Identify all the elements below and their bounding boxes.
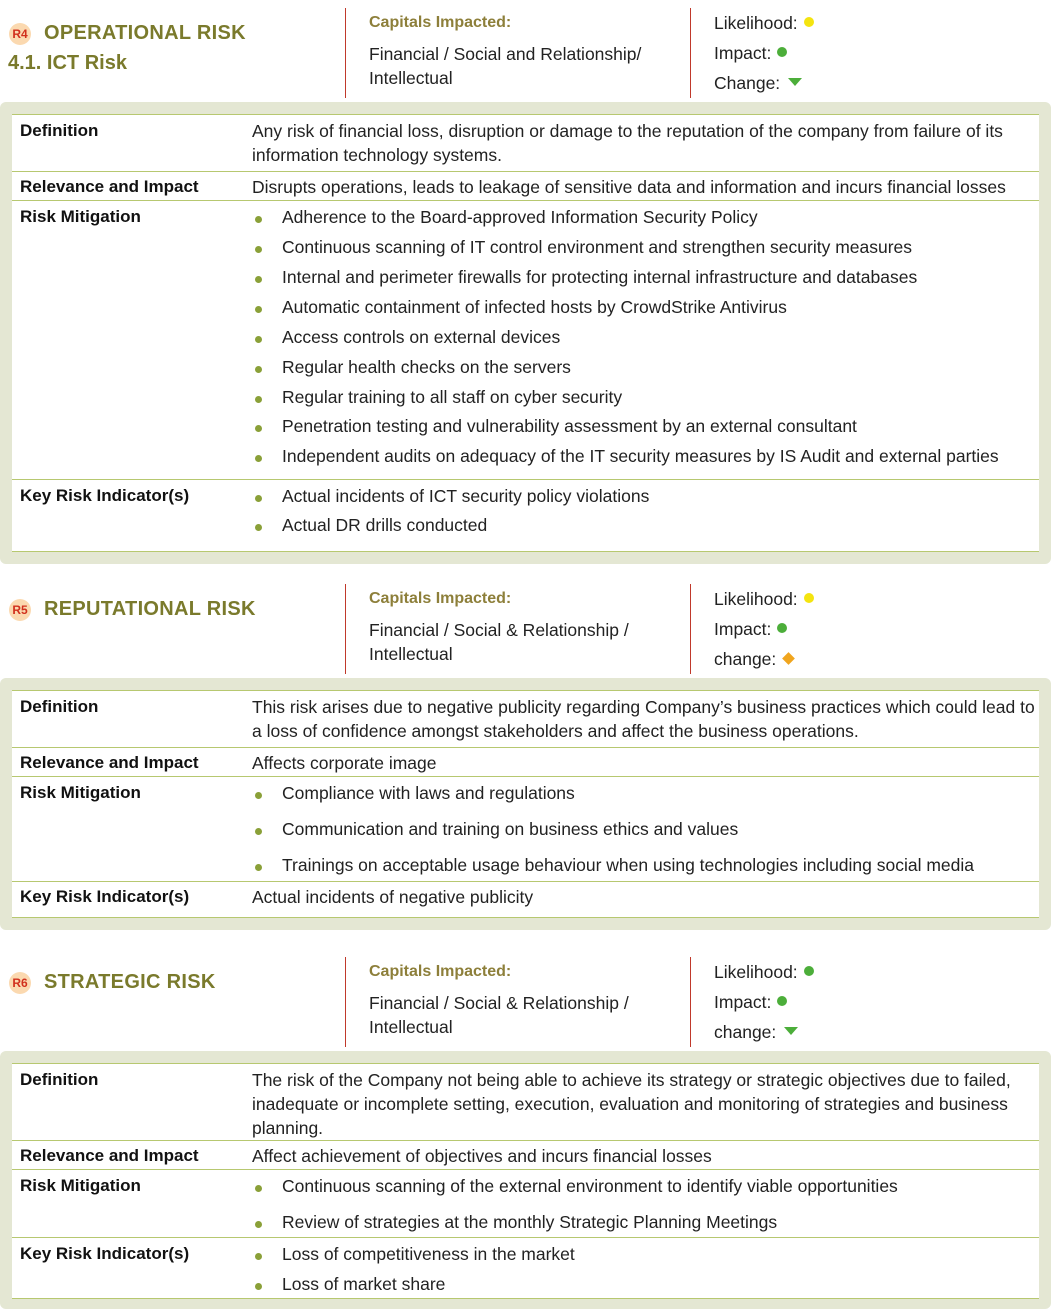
relevance-text: Disrupts operations, leads to leakage of sensitive data and information and incurs financial losses: [252, 177, 1006, 197]
green-dot-icon: [777, 623, 787, 633]
green-dot-icon: [804, 966, 814, 976]
orange-diamond-icon: [782, 652, 795, 665]
capitals-line-2: Intellectual: [369, 68, 453, 88]
risk-table-box: [0, 102, 1051, 564]
kri-label: Key Risk Indicator(s): [20, 486, 190, 505]
relevance-row: [12, 747, 1039, 777]
definition-row: [12, 1063, 1039, 1141]
likelihood-label: Likelihood:: [714, 13, 798, 33]
risk-header: [0, 0, 1057, 100]
likelihood-indicator: [714, 962, 814, 983]
risk-section-r5: [0, 576, 1057, 907]
capitals-line-2: Intellectual: [369, 1017, 453, 1037]
divider-line: [690, 957, 691, 1047]
likelihood-label: Likelihood:: [714, 589, 798, 609]
impact-indicator: [714, 43, 787, 64]
green-dot-icon: [777, 996, 787, 1006]
definition-label: Definition: [20, 121, 99, 140]
capitals-text: [369, 991, 669, 1039]
change-label: Change:: [714, 73, 781, 93]
kri-row: Key Risk Indicator(s) Actual incidents of ICT security policy violations Actual DR drills conducted: [12, 480, 1039, 552]
capitals-line-1: Financial / Social and Relationship/: [369, 44, 642, 64]
capitals-label: Capitals Impacted:: [369, 963, 512, 980]
change-label: change:: [714, 649, 777, 669]
divider-line: [690, 584, 691, 674]
green-dot-icon: [777, 47, 787, 57]
capitals-text: [369, 618, 669, 666]
risk-table-box: [0, 1051, 1051, 1309]
definition-label: Definition: [20, 1070, 99, 1089]
mitigation-row: Risk Mitigation Adherence to the Board-approved Information Security Policy Continuous scanning of IT control environment and strengthen security measures Internal and perimeter firewalls for protecting internal infrastructure and databases Automatic containment of infected hosts by CrowdStrike Antivirus Access controls on external devices Regular health checks on the servers Regular training to all staff on cyber security Penetration testing and vulnerability assessment by an external consultant Independent audits on adequacy of the IT security measures by IS Audit and external parties: [12, 201, 1039, 480]
down-triangle-icon: [788, 78, 802, 86]
kri-label: Key Risk Indicator(s): [20, 887, 190, 906]
yellow-dot-icon: [804, 17, 814, 27]
relevance-label: Relevance and Impact: [20, 177, 199, 196]
change-indicator: [714, 649, 793, 670]
relevance-text: Affect achievement of objectives and incurs financial losses: [252, 1146, 712, 1166]
capitals-label: Capitals Impacted:: [369, 590, 512, 607]
capitals-line-1: Financial / Social & Relationship /: [369, 993, 629, 1013]
impact-label: Impact:: [714, 992, 772, 1012]
kri-label: Key Risk Indicator(s): [20, 1244, 190, 1263]
impact-label: Impact:: [714, 43, 772, 63]
mitigation-label: Risk Mitigation: [20, 207, 141, 226]
capitals-line-2: Intellectual: [369, 644, 453, 664]
definition-text: The risk of the Company not being able to achieve its strategy or strategic objectives due to failed, inadequate or incomplete setting, execution, evaluation and monitoring of strategies and business planning.: [252, 1070, 1011, 1138]
mitigation-row: Risk Mitigation Compliance with laws and regulations Communication and training on business ethics and values Trainings on acceptable usage behaviour when using technologies including social media: [12, 777, 1039, 882]
change-indicator: [714, 1022, 798, 1043]
capitals-line-1: Financial / Social & Relationship /: [369, 620, 629, 640]
impact-indicator: [714, 992, 787, 1013]
risk-table: [12, 114, 1039, 552]
likelihood-label: Likelihood:: [714, 962, 798, 982]
yellow-dot-icon: [804, 593, 814, 603]
divider-line: [345, 957, 346, 1047]
kri-text: Actual incidents of negative publicity: [252, 887, 534, 907]
definition-text: This risk arises due to negative publicity regarding Company’s business practices which could lead to a loss of confidence amongst stakeholders and affect the business operations.: [252, 697, 1035, 741]
relevance-row: [12, 171, 1039, 201]
mitigation-label: Risk Mitigation: [20, 783, 141, 802]
risk-table: [12, 690, 1039, 918]
risk-section-r6: [0, 949, 1057, 1294]
likelihood-indicator: [714, 13, 814, 34]
relevance-row: [12, 1140, 1039, 1170]
definition-row: [12, 114, 1039, 172]
risk-badge: R4: [9, 23, 31, 45]
mitigation-label: Risk Mitigation: [20, 1176, 141, 1195]
divider-line: [345, 8, 346, 98]
risk-title: OPERATIONAL RISK: [44, 22, 246, 44]
relevance-label: Relevance and Impact: [20, 1146, 199, 1165]
likelihood-indicator: [714, 589, 814, 610]
relevance-label: Relevance and Impact: [20, 753, 199, 772]
risk-section-r4: [0, 0, 1057, 535]
divider-line: [690, 8, 691, 98]
capitals-label: Capitals Impacted:: [369, 14, 512, 31]
risk-badge: R6: [9, 972, 31, 994]
relevance-text: Affects corporate image: [252, 753, 437, 773]
impact-label: Impact:: [714, 619, 772, 639]
definition-text: Any risk of financial loss, disruption or damage to the reputation of the company from failure of its information technology systems.: [252, 121, 1003, 165]
risk-title: STRATEGIC RISK: [44, 971, 216, 993]
change-indicator: [714, 73, 802, 94]
capitals-text: [369, 42, 669, 90]
divider-line: [345, 584, 346, 674]
risk-title: REPUTATIONAL RISK: [44, 598, 256, 620]
definition-label: Definition: [20, 697, 99, 716]
risk-table-box: [0, 678, 1051, 930]
mitigation-row: Risk Mitigation Continuous scanning of the external environment to identify viable opportunities Review of strategies at the monthly Strategic Planning Meetings: [12, 1170, 1039, 1238]
risk-header: [0, 576, 1057, 676]
impact-indicator: [714, 619, 787, 640]
kri-row: Key Risk Indicator(s) Loss of competitiveness in the market Loss of market share: [12, 1238, 1039, 1299]
risk-badge: R5: [9, 599, 31, 621]
definition-row: [12, 690, 1039, 748]
change-label: change:: [714, 1022, 777, 1042]
risk-header: [0, 949, 1057, 1049]
risk-subtitle: 4.1. ICT Risk: [8, 52, 127, 74]
down-triangle-icon: [784, 1027, 798, 1035]
risk-table: [12, 1063, 1039, 1299]
kri-row: [12, 882, 1039, 918]
